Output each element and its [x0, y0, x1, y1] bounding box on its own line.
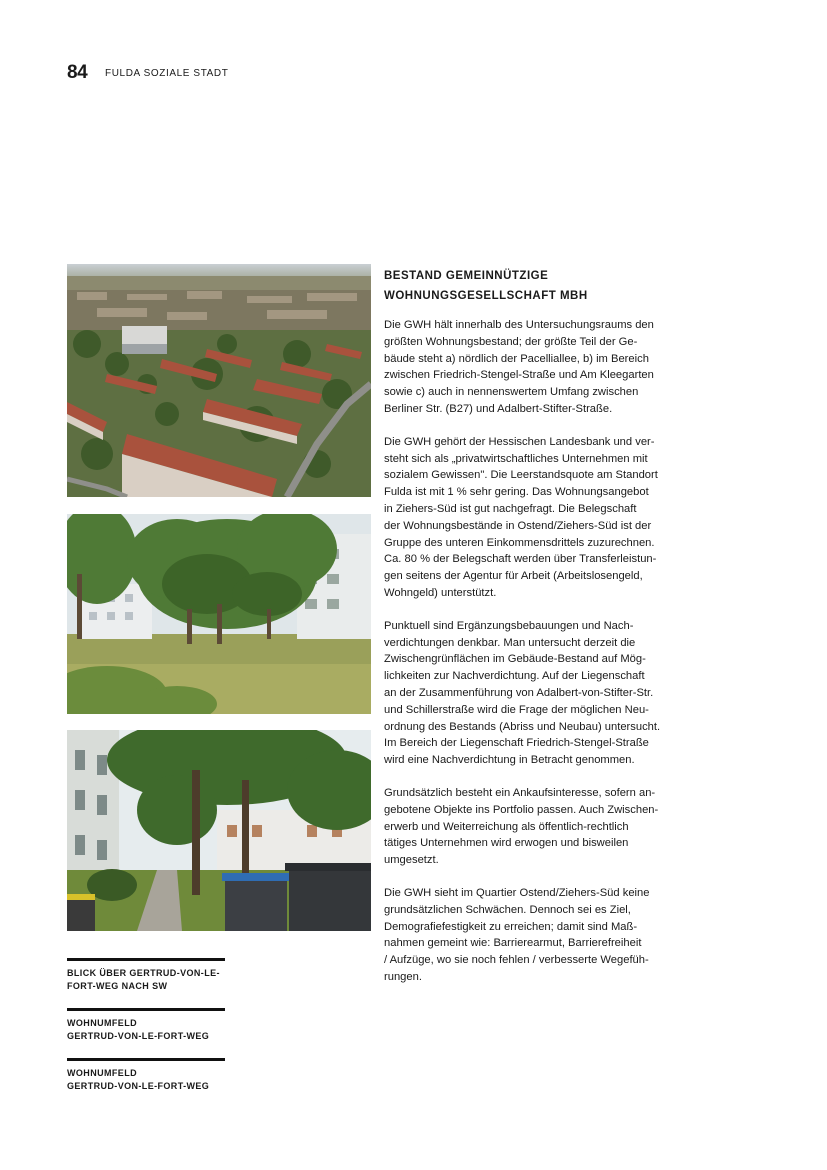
paragraph-line: Ca. 80 % der Belegschaft werden über Transferleistun-: [384, 553, 657, 566]
paragraph: [384, 618, 696, 769]
lawn-photo: [67, 514, 371, 714]
paragraph-line: tätiges Unternehmen wird erwogen und bisweilen: [384, 837, 629, 850]
photo-caption: [67, 1058, 225, 1093]
article: [384, 266, 696, 1002]
paragraph-line: an der Zusammenführung von Adalbert-von-Stifter-Str.: [384, 686, 654, 699]
paragraph-line: Wohngeld) unterstützt.: [384, 586, 497, 599]
paragraph-line: Fulda ist mit 1 % sehr gering. Das Wohnungsangebot: [384, 486, 649, 499]
paragraph-line: wird eine Nachverdichtung in Betracht genommen.: [384, 754, 635, 767]
paragraph-line: Gruppe des unteren Einkommensdrittels zuzurechnen.: [384, 536, 655, 549]
paragraph: [384, 434, 696, 602]
paragraph-line: in Ziehers-Süd ist gut nachgefragt. Die Belegschaft: [384, 502, 637, 515]
paragraph-line: Grundsätzlich besteht ein Ankaufsinteresse, sofern an-: [384, 786, 656, 799]
paragraph-line: Zwischengrünflächen im Gebäude-Bestand auf Mög-: [384, 653, 646, 666]
paragraph-line: gebotene Objekte ins Portfolio passen. Auch Zwischen-: [384, 803, 659, 816]
paragraph-line: nahmen gemeint wie: Barrierearmut, Barrierefreiheit: [384, 937, 642, 950]
page-number: 84: [67, 62, 88, 83]
caption-line: GERTRUD-VON-LE-FORT-WEG: [67, 1081, 210, 1091]
paragraph-line: bäude steht a) nördlich der Pacelliallee, b) im Bereich: [384, 352, 649, 365]
paragraph-line: verdichtungen denkbar. Man untersucht derzeit die: [384, 636, 636, 649]
paragraph-line: gen seitens der Agentur für Arbeit (Arbeitslosengeld,: [384, 570, 643, 583]
caption-line: WOHNUMFELD: [67, 1068, 137, 1078]
paragraph-line: und Schillerstraße wird die Frage der möglichen Neu-: [384, 703, 649, 716]
photo-caption: [67, 958, 225, 993]
path-photo-image: [67, 730, 371, 931]
paragraph-line: Punktuell sind Ergänzungsbebauungen und Nach-: [384, 619, 634, 632]
aerial-photo: [67, 264, 371, 497]
heading-line: WOHNUNGSGESELLSCHAFT MBH: [384, 290, 588, 302]
paragraph-line: erwerb und Weiterreichung als öffentlich-rechtlich: [384, 820, 629, 833]
paragraph-line: Die GWH hält innerhalb des Untersuchungsraums den: [384, 319, 654, 331]
paragraph-line: / Aufzüge, wo sie noch fehlen / verbesserte Wegefüh-: [384, 954, 649, 967]
paragraph-line: Die GWH gehört der Hessischen Landesbank und ver-: [384, 435, 655, 448]
path-photo: [67, 730, 371, 931]
caption-line: FORT-WEG NACH SW: [67, 981, 168, 991]
caption-line: GERTRUD-VON-LE-FORT-WEG: [67, 1031, 210, 1041]
lawn-photo-image: [67, 514, 371, 714]
paragraph-line: lichkeiten zur Nachverdichtung. Auf der Liegenschaft: [384, 670, 645, 683]
paragraph-line: größten Wohnungsbestand; der größte Teil der Ge-: [384, 335, 638, 348]
aerial-photo-image: [67, 264, 371, 497]
paragraph-line: der Wohnungsbestände in Ostend/Ziehers-Süd ist der: [384, 519, 652, 532]
article-body: [384, 317, 696, 986]
paragraph-line: ordnung des Bestands (Abriss und Neubau) untersucht.: [384, 720, 661, 733]
paragraph-line: rungen.: [384, 970, 422, 983]
paragraph-line: Demografiefestigkeit zu erreichen; damit sind Maß-: [384, 920, 638, 933]
paragraph: [384, 785, 696, 869]
paragraph-line: sozialem Gewissen". Die Leerstandsquote am Standort: [384, 469, 658, 482]
paragraph-line: Die GWH sieht im Quartier Ostend/Ziehers-Süd keine: [384, 886, 650, 899]
article-heading: [384, 266, 696, 306]
photo-caption: [67, 1008, 225, 1043]
paragraph: [384, 317, 696, 418]
heading-line: BESTAND GEMEINNÜTZIGE: [384, 270, 549, 282]
caption-line: BLICK ÜBER GERTRUD-VON-LE-: [67, 968, 220, 978]
paragraph-line: umgesetzt.: [384, 854, 439, 867]
running-title: FULDA SOZIALE STADT: [105, 68, 229, 79]
caption-line: WOHNUMFELD: [67, 1018, 137, 1028]
paragraph-line: zwischen Friedrich-Stengel-Straße und Am Kleegarten: [384, 369, 654, 382]
paragraph-line: Berliner Str. (B27) und Adalbert-Stifter-Straße.: [384, 402, 613, 415]
paragraph-line: grundsätzlichen Schwächen. Dennoch sei es Ziel,: [384, 903, 631, 916]
paragraph-line: steht sich als „privatwirtschaftliches Unternehmen mit: [384, 452, 648, 465]
paragraph-line: Im Bereich der Liegenschaft Friedrich-Stengel-Straße: [384, 737, 649, 750]
paragraph: [384, 885, 696, 986]
paragraph-line: sowie c) auch in nennenswertem Umfang zwischen: [384, 386, 639, 399]
